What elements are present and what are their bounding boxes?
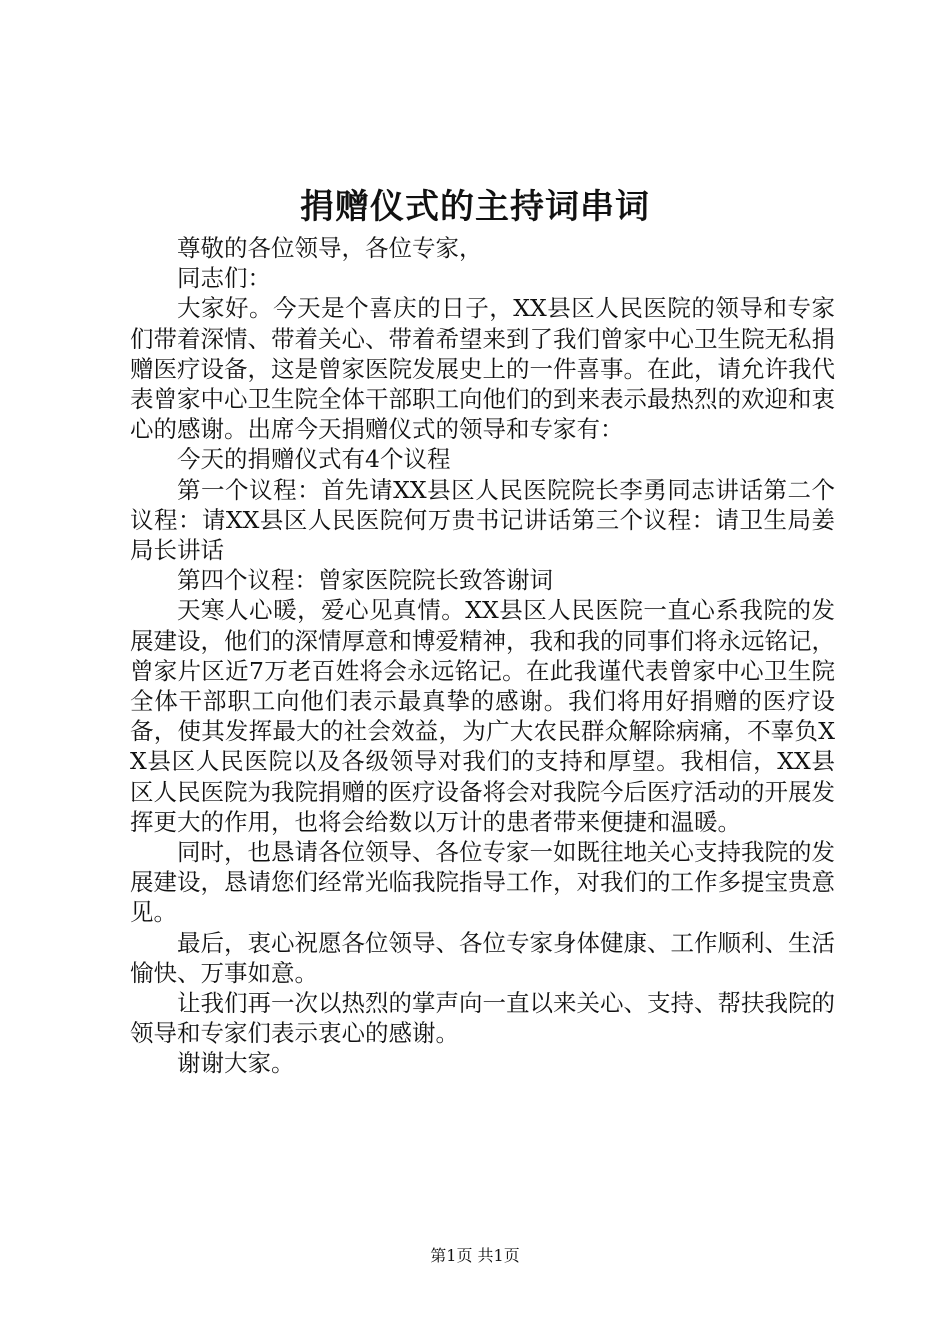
paragraph-agenda-items: 第一个议程：首先请XX县区人民医院院长李勇同志讲话第二个议程：请XX县区人民医院何万贵书记讲话第三个议程：请卫生局姜局长讲话 [130, 475, 835, 565]
document-body [130, 233, 835, 1079]
paragraph-closing: 谢谢大家。 [177, 1049, 295, 1078]
paragraph-salutation-comrades: 同志们： [177, 264, 271, 293]
paragraph-agenda-fourth: 第四个议程：曾家医院院长致答谢词 [177, 566, 553, 595]
paragraph-applause: 让我们再一次以热烈的掌声向一直以来关心、支持、帮扶我院的领导和专家们表示衷心的感谢。 [130, 989, 835, 1048]
paragraph-thanks-speech: 天寒人心暖，爱心见真情。XX县区人民医院一直心系我院的发展建设，他们的深情厚意和博爱精神，我和我的同事们将永远铭记，曾家片区近7万老百姓将会永远铭记。在此我谨代表曾家中心卫生院全体干部职工向他们表示最真挚的感谢。我们将用好捐赠的医疗设备，使其发挥最大的社会效益，为广大农民群众解除病痛，不辜负XX县区人民医院以及各级领导对我们的支持和厚望。我相信，XX县区人民医院为我院捐赠的医疗设备将会对我院今后医疗活动的开展发挥更大的作用，也将会给数以万计的患者带来便捷和温暖。 [130, 596, 835, 836]
paragraph-wishes: 最后，衷心祝愿各位领导、各位专家身体健康、工作顺利、生活愉快、万事如意。 [130, 928, 835, 987]
paragraph-agenda-intro: 今天的捐赠仪式有4个议程 [177, 445, 451, 474]
paragraph-salutation: 尊敬的各位领导，各位专家， [177, 234, 483, 262]
paragraph-request: 同时，也恳请各位领导、各位专家一如既往地关心支持我院的发展建设，恳请您们经常光临我院指导工作，对我们的工作多提宝贵意见。 [130, 838, 835, 927]
paragraph-welcome: 大家好。今天是个喜庆的日子，XX县区人民医院的领导和专家们带着深情、带着关心、带着希望来到了我们曾家中心卫生院无私捐赠医疗设备，这是曾家医院发展史上的一件喜事。在此，请允许我代表曾家中心卫生院全体干部职工向他们的到来表示最热烈的欢迎和衷心的感谢。出席今天捐赠仪式的领导和专家有： [130, 294, 835, 444]
page-footer: 第1页 共1页 [430, 1246, 520, 1265]
document-title: 捐赠仪式的主持词串词 [300, 187, 650, 227]
